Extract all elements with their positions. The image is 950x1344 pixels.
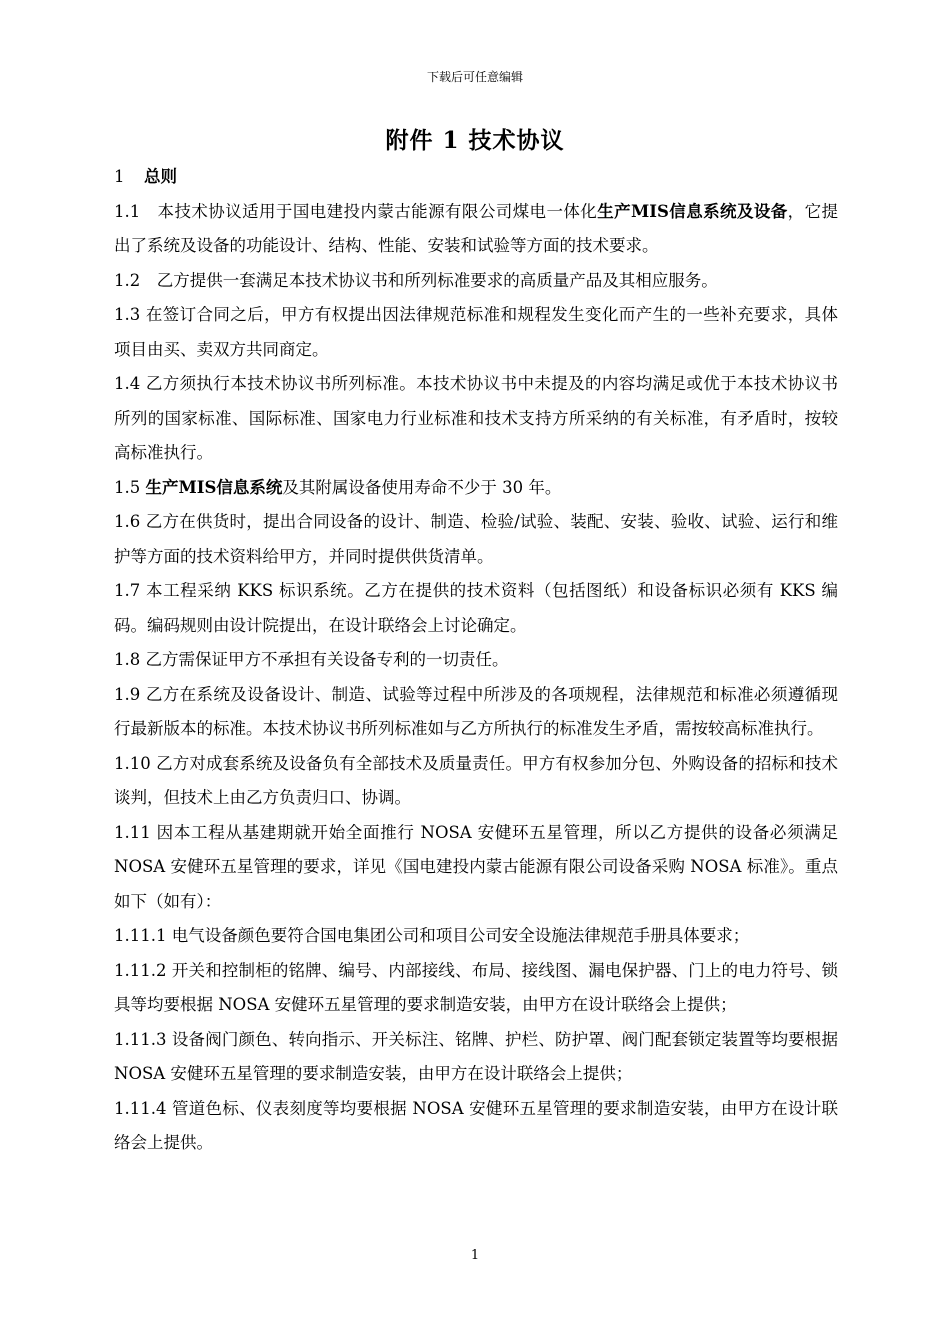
paragraph-1-11: 1.11 因本工程从基建期就开始全面推行 NOSA 安健环五星管理，所以乙方提供的设备必须满足 NOSA 安健环五星管理的要求，详见《国电建投内蒙古能源有限公司设备采购 NOSA 标准》。重点如下（如有）： <box>114 822 838 911</box>
paragraph-1-4: 1.4 乙方须执行本技术协议书所列标准。本技术协议书中未提及的内容均满足或优于本技术协议书所列的国家标准、国际标准、国家电力行业标准和技术支持方所采纳的有关标准，有矛盾时，按较高标准执行。 <box>114 374 838 462</box>
paragraph-1-2: 1.2 乙方提供一套满足本技术协议书和所列标准要求的高质量产品及其相应服务。 <box>114 270 718 290</box>
paragraph-1-1 <box>114 195 838 264</box>
paragraph-1-6: 1.6 乙方在供货时，提出合同设备的设计、制造、检验/试验、装配、安装、验收、试验、运行和维护等方面的技术资料给甲方，并同时提供供货清单。 <box>114 512 838 566</box>
section-title: 总则 <box>144 167 177 186</box>
paragraph-1-3: 1.3 在签订合同之后，甲方有权提出因法律规范标准和规程发生变化而产生的一些补充要求，具体项目由买、卖双方共同商定。 <box>114 305 838 359</box>
paragraph-text: ，它提出了系统及设备的功能设计、结构、性能、安装和试验等方面的技术要求。 <box>114 201 838 255</box>
page-header: 下载后可任意编辑 <box>426 70 523 84</box>
paragraph-1-5 <box>114 471 838 506</box>
document-body <box>114 160 838 1161</box>
paragraph-1-9: 1.9 乙方在系统及设备设计、制造、试验等过程中所涉及的各项规程，法律规范和标准必须遵循现行最新版本的标准。本技术协议书所列标准如与乙方所执行的标准发生矛盾，需按较高标准执行。 <box>114 684 838 738</box>
document-title: 附件 1 技术协议 <box>385 127 565 154</box>
section-number: 1 <box>114 167 125 186</box>
page-number: 1 <box>470 1248 480 1263</box>
paragraph-1-10: 1.10 乙方对成套系统及设备负有全部技术及质量责任。甲方有权参加分包、外购设备的招标和技术谈判，但技术上由乙方负责归口、协调。 <box>114 753 838 807</box>
paragraph-text: 1.5 <box>114 477 146 497</box>
emphasis-text: 生产MIS信息系统 <box>145 477 283 497</box>
section-heading <box>114 160 838 195</box>
emphasis-text: 生产MIS信息系统及设备 <box>597 201 788 221</box>
paragraph-text: 及其附属设备使用寿命不少于 30 年。 <box>282 477 562 497</box>
paragraph-1-7: 1.7 本工程采纳 KKS 标识系统。乙方在提供的技术资料（包括图纸）和设备标识必须有 KKS 编码。编码规则由设计院提出，在设计联络会上讨论确定。 <box>114 581 838 635</box>
paragraph-1-11-2: 1.11.2 开关和控制柜的铭牌、编号、内部接线、布局、接线图、漏电保护器、门上的电力符号、锁具等均要根据 NOSA 安健环五星管理的要求制造安装，由甲方在设计联络会上提供； <box>114 960 838 1014</box>
paragraph-text: 1.1 本技术协议适用于国电建投内蒙古能源有限公司煤电一体化 <box>114 201 598 221</box>
paragraph-1-11-3: 1.11.3 设备阀门颜色、转向指示、开关标注、铭牌、护栏、防护罩、阀门配套锁定装置等均要根据 NOSA 安健环五星管理的要求制造安装，由甲方在设计联络会上提供； <box>114 1029 838 1083</box>
paragraph-1-11-1: 1.11.1 电气设备颜色要符合国电集团公司和项目公司安全设施法律规范手册具体要求； <box>114 926 750 945</box>
paragraph-1-11-4: 1.11.4 管道色标、仪表刻度等均要根据 NOSA 安健环五星管理的要求制造安装，由甲方在设计联络会上提供。 <box>114 1098 838 1152</box>
paragraph-1-8: 1.8 乙方需保证甲方不承担有关设备专利的一切责任。 <box>114 650 509 669</box>
